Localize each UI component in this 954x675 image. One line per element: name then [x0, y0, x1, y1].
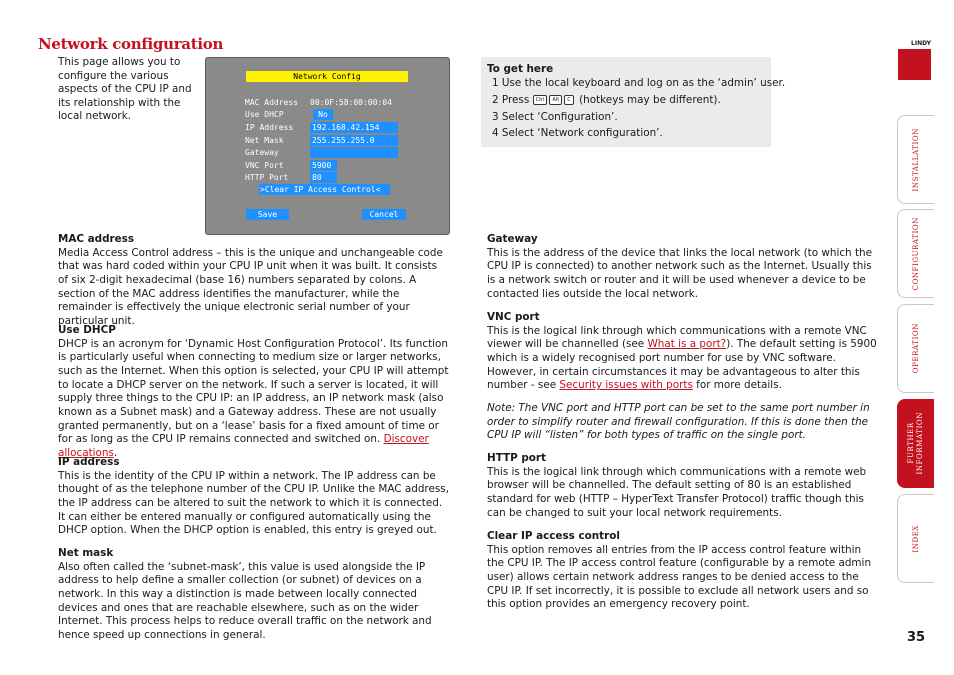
- http-body: This is the logical link through which communications with a remote web browser will be channelled. The default setting of 80 is an established standard for web (HTTP – HyperText Transfer Protocol) traffic though this can be changed to suit your local network requirements.: [487, 465, 867, 519]
- dhcp-section: [58, 324, 450, 461]
- tab-operation-label: OPERATION: [911, 323, 920, 374]
- step-3: 3 Select ‘Configuration’.: [492, 111, 618, 123]
- page-title: Network configuration: [38, 35, 224, 53]
- c-key-icon: C: [564, 95, 574, 105]
- tab-configuration-label: CONFIGURATION: [911, 216, 920, 291]
- tab-operation[interactable]: [897, 304, 934, 393]
- tab-configuration[interactable]: [897, 209, 934, 298]
- vnc-section: [487, 311, 879, 393]
- dhcp-tail: .: [113, 446, 118, 459]
- page-number: 35: [907, 630, 926, 645]
- tab-further-label: [907, 412, 925, 475]
- ip-heading: IP address: [58, 456, 120, 468]
- logo-red-square: [898, 49, 931, 80]
- mac-body: Media Access Control address – this is the unique and unchangeable code that was hard coded within your CPU IP unit when it was built. It consists of six 2-digit hexadecimal (base 16) numbers separated by colons. A section of the MAC address identifies the manufacturer, while the remainder is effectively the unique electronic serial number of your particular unit.: [58, 246, 443, 327]
- security-issues-link[interactable]: Security issues with ports: [559, 379, 693, 392]
- vnc-body-3: for more details.: [692, 379, 782, 392]
- mac-section: [58, 233, 450, 329]
- gateway-heading: Gateway: [487, 233, 538, 245]
- http-field[interactable]: 80: [310, 172, 337, 183]
- mask-field[interactable]: 255.255.255.0: [310, 135, 398, 146]
- discover-allocations-link[interactable]: Discover allocations: [58, 433, 429, 459]
- dhcp-field[interactable]: No: [313, 109, 333, 120]
- vnc-body-wrap: [487, 325, 879, 393]
- logo-text: LINDY: [911, 40, 931, 47]
- step-2: [492, 94, 721, 106]
- ip-body: This is the identity of the CPU IP within a network. The IP address can be thought of as the telephone number of the CPU IP. Unlike the MAC address, the IP address can be altered to suit the network to which it is connected. It can either be entered manually or configured automatically using the DHCP option. When the DHCP option is enabled, this entry is greyed out.: [58, 469, 449, 537]
- what-is-a-port-link[interactable]: What is a port?: [647, 338, 727, 351]
- tab-further-line2: INFORMATION: [916, 412, 924, 475]
- tab-further-line1: FURTHER: [907, 422, 915, 465]
- alt-key-icon: Alt: [549, 95, 562, 105]
- mac-value: 00:0F:58:00:00:04: [310, 98, 392, 107]
- to-get-here-box: [481, 57, 786, 147]
- dhcp-body-wrap: [58, 338, 450, 461]
- ip-label: IP Address: [245, 123, 294, 132]
- tab-index-label: INDEX: [911, 524, 920, 553]
- dhcp-heading: Use DHCP: [58, 324, 116, 336]
- netmask-section: [58, 547, 450, 643]
- mac-label: MAC Address: [245, 98, 298, 107]
- gateway-section: [487, 233, 879, 301]
- tab-index[interactable]: [897, 494, 934, 583]
- cancel-button[interactable]: Cancel: [362, 209, 406, 220]
- gateway-field[interactable]: [310, 147, 398, 158]
- intro-text: This page allows you to configure the various aspects of the CPU IP and its relationship with the local network.: [58, 56, 192, 123]
- vnc-body-2: ). The default setting is 5900 which is a widely recognised port number for use by VNC software. However, in certain circumstances it may be advantageous to alter this number - see: [487, 338, 877, 392]
- clear-ip-access-button[interactable]: >Clear IP Access Control<: [259, 184, 390, 195]
- screen-header: Network Config: [246, 71, 408, 82]
- save-button[interactable]: Save: [246, 209, 289, 220]
- netmask-body: Also often called the ‘subnet-mask’, this value is used alongside the IP address to help define a smaller collection (or subnet) of devices on a network. In this way a distinction is made between locally connected devices and ones that are reachable elsewhere, such as on the wider Internet. This process helps to reduce overall traffic on the network and hence speed up connections in general.: [58, 560, 432, 641]
- ip-section: [58, 456, 450, 538]
- vnc-heading: VNC port: [487, 311, 540, 323]
- mask-label: Net Mask: [245, 136, 284, 145]
- http-heading: HTTP port: [487, 452, 547, 464]
- ctrl-key-icon: Ctrl: [533, 95, 548, 105]
- to-get-here-heading: To get here: [487, 63, 554, 75]
- vnc-label: VNC Port: [245, 161, 284, 170]
- step-2-suffix: (hotkeys may be different).: [579, 94, 721, 106]
- network-config-screenshot: [205, 57, 450, 235]
- step-2-prefix: 2 Press: [492, 94, 530, 106]
- gateway-body: This is the address of the device that links the local network (to which the CPU IP is connected) to another network such as the Internet. Usually this is a network switch or router and it will be used whenever a device to be contacted lies outside the local network.: [487, 246, 873, 300]
- http-label: HTTP Port: [245, 173, 289, 182]
- note-text: Note: The VNC port and HTTP port can be set to the same port number in order to simplify router and firewall configuration. If this is done then the CPU IP will “listen” for both types of traffic on the single port.: [487, 402, 870, 442]
- clearip-heading: Clear IP access control: [487, 530, 620, 542]
- vnc-body-1: This is the logical link through which communications with a remote VNC viewer will be channelled (see: [487, 324, 867, 351]
- clearip-section: [487, 530, 879, 612]
- gateway-label: Gateway: [245, 148, 279, 157]
- tab-further-information[interactable]: [897, 399, 934, 488]
- clearip-body: This option removes all entries from the IP access control feature within the CPU IP. The IP access control feature (configurable by a remote admin user) allows certain network address ranges to be denied access to the CPU IP. If set incorrectly, it is possible to exclude all network users and so this option provides an emergency recovery point.: [487, 543, 872, 611]
- vnc-field[interactable]: 5900: [310, 160, 337, 171]
- netmask-heading: Net mask: [58, 547, 114, 559]
- ip-field[interactable]: 192.168.42.154: [310, 122, 398, 133]
- lindy-logo: [898, 40, 931, 80]
- tab-installation-label: INSTALLATION: [911, 127, 920, 192]
- http-section: [487, 452, 879, 520]
- mac-heading: MAC address: [58, 233, 135, 245]
- tab-installation[interactable]: [897, 115, 934, 204]
- dhcp-body: DHCP is an acronym for ‘Dynamic Host Configuration Protocol’. Its function is particularly useful when connecting to medium size or larger networks, such as the Internet. When this option is selected, your CPU IP will attempt to locate a DHCP server on the network. If such a server is located, it will supply three things to the CPU IP: an IP address, an IP network mask (also known as a Subnet mask) and a Gateway address. These are not usually granted permanently, but on a ‘lease’ basis for a fixed amount of time or for as long as the CPU IP remains connected and switched on.: [58, 337, 449, 446]
- step-1: 1 Use the local keyboard and log on as the ‘admin’ user.: [492, 77, 786, 89]
- dhcp-label: Use DHCP: [245, 110, 284, 119]
- step-4: 4 Select ‘Network configuration’.: [492, 127, 663, 139]
